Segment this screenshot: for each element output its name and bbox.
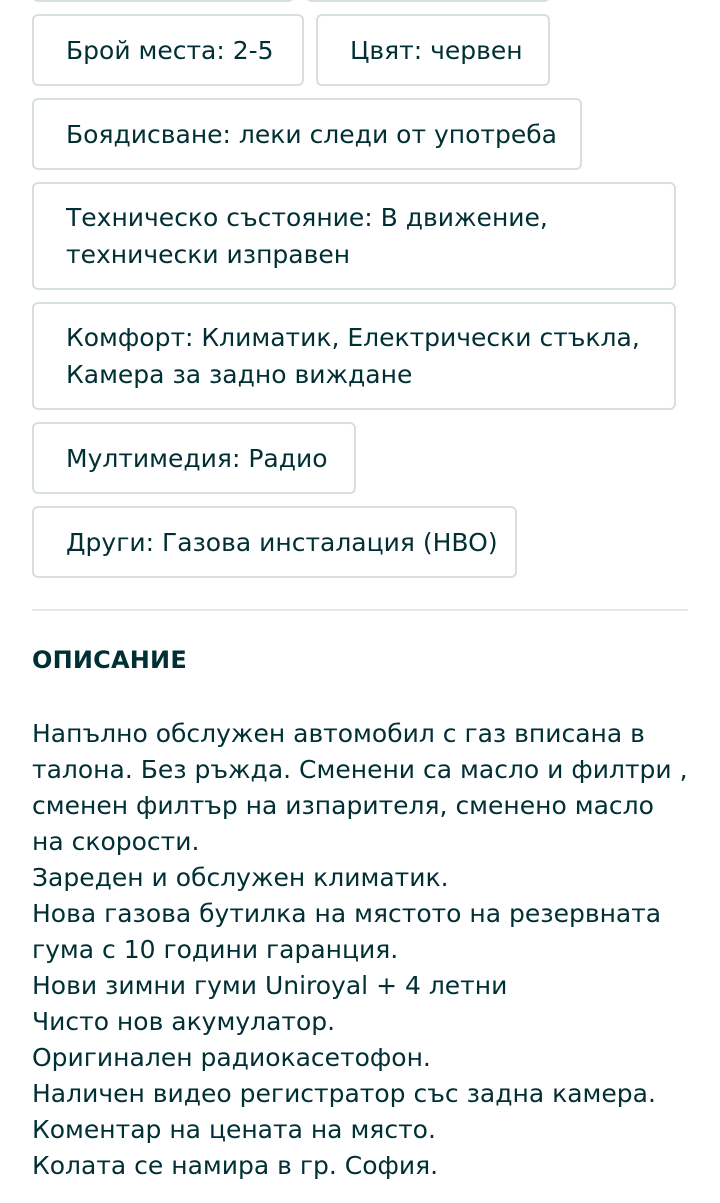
param-multimedia-text: Мултимедия: Радио	[66, 443, 328, 473]
description-line: на скорости.	[32, 827, 200, 856]
section-divider	[32, 609, 688, 611]
description-line: талона. Без ръжда. Сменени са масло и филтри ,	[32, 755, 688, 784]
description-line: Оригинален радиокасетофон.	[32, 1043, 431, 1072]
description-line: Напълно обслужен автомобил с газ вписана в	[32, 719, 645, 748]
param-chip-paint	[32, 98, 582, 170]
param-chip-seats	[32, 14, 304, 86]
description-line: Нова газова бутилка на мястото на резервната	[32, 899, 662, 928]
param-condition-text: Техническо състояние: В движение, технически изправен	[66, 203, 548, 269]
description-line: Наличен видео регистратор със задна камера.	[32, 1079, 656, 1108]
description-line: Зареден и обслужен климатик.	[32, 863, 449, 892]
description-body	[32, 716, 692, 1184]
param-paint-text: Боядисване: леки следи от употреба	[66, 119, 557, 149]
param-other-text: Други: Газова инсталация (HBO)	[66, 527, 498, 557]
param-color-text: Цвят: червен	[350, 35, 523, 65]
param-chip-color	[316, 14, 550, 86]
description-line: Нови зимни гуми Uniroyal + 4 летни	[32, 971, 508, 1000]
param-chip-other	[32, 506, 517, 578]
param-chip-partial	[306, 0, 550, 2]
description-line: Коментар на цената на място.	[32, 1115, 436, 1144]
param-chip-comfort	[32, 302, 676, 410]
param-seats-text: Брой места: 2-5	[66, 35, 274, 65]
description-line: сменен филтър на изпарителя, сменено масло	[32, 791, 654, 820]
description-line: гума с 10 години гаранция.	[32, 935, 399, 964]
param-comfort-text: Комфорт: Климатик, Електрически стъкла, Камера за задно виждане	[66, 323, 640, 389]
param-chip-condition	[32, 182, 676, 290]
param-chip-partial	[32, 0, 294, 2]
param-chip-multimedia	[32, 422, 356, 494]
description-line: Колата се намира в гр. София.	[32, 1151, 439, 1180]
description-line: Чисто нов акумулатор.	[32, 1007, 336, 1036]
description-title: ОПИСАНИЕ	[32, 646, 187, 674]
